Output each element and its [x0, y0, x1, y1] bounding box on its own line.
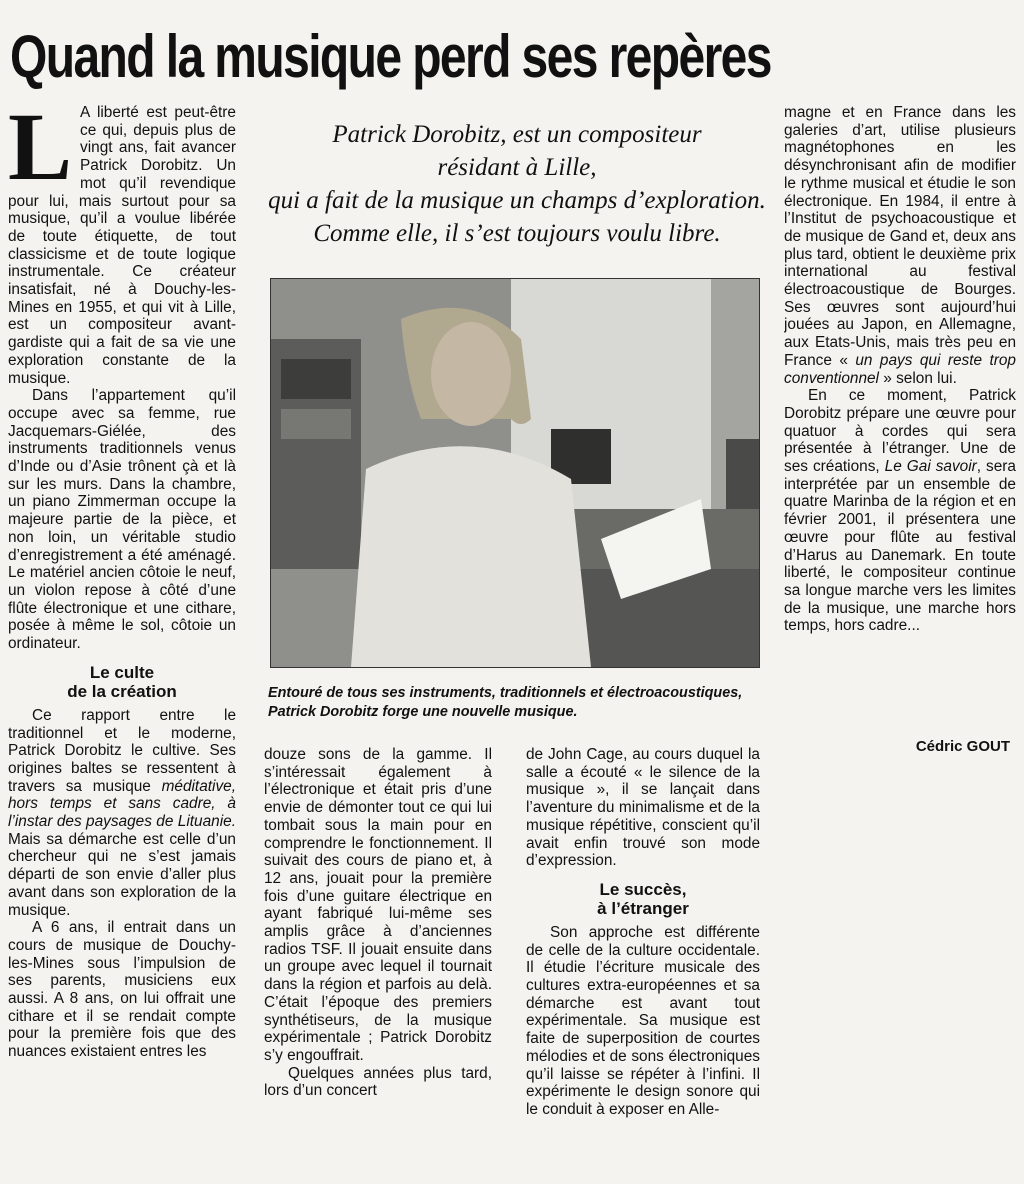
column-3	[526, 746, 760, 1176]
col3-paragraph-2: Son approche est différente de celle de la culture occidentale. Il étudie l’écriture musicale des cultures extra-européennes et sa démarche est avant tout expérimentale. Sa musique est faite de superposition de courtes mélodies et de sons électroniques qu’il laisse se répéter à l’infini. Il expérimente le design sonore qui le conduit à exposer en Alle-	[526, 923, 760, 1118]
deck: Patrick Dorobitz, est un compositeur résidant à Lille, qui a fait de la musique un champs d’exploration. Comme elle, il s’est toujours voulu libre.	[268, 121, 766, 247]
column-2	[264, 746, 492, 1176]
column-1	[8, 104, 236, 1176]
col1-paragraph-4: A 6 ans, il entrait dans un cours de musique de Douchy-les-Mines sous l’impulsion de ses parents, musiciens eux aussi. A 8 ans, on lui offrait une cithare et il se rendait compte pour la première fois que des nuances existaient entres les	[8, 919, 236, 1061]
column-4	[784, 104, 1016, 736]
author-signature: Cédric GOUT	[915, 738, 1010, 755]
photo	[270, 278, 760, 668]
col1-paragraph-3: Ce rapport entre le traditionnel et le moderne, Patrick Dorobitz le cultive. Ses origines baltes se ressentent à travers sa musique méditative, hors temps et sans cadre, à l’instar des paysages de Lituanie. Mais sa démarche est celle d’un chercheur qui ne s’est jamais départi de son envie d’aller plus avant dans son exploration de la musique.	[8, 706, 236, 919]
col1-paragraph-2: Dans l’appartement qu’il occupe avec sa femme, rue Jacquemars-Giélée, des instruments traditionnels venus d’Inde ou d’Asie trônent çà et là sur les murs. Dans la chambre, un piano Zimmerman occupe la majeure partie de la pièce, et non loin, un véritable studio d’enregistrement a été aménagé. Le matériel ancien côtoie le neuf, un violon repose à côté d’une flûte électronique et une cithare, posée à même le sol, côtoie un ordinateur.	[8, 387, 236, 653]
col2-paragraph-2: Quelques années plus tard, lors d’un concert	[264, 1064, 492, 1100]
photo-caption: Entouré de tous ses instruments, traditionnels et électroacoustiques, Patrick Dorobitz forge une nouvelle musique.	[268, 685, 743, 720]
col3-paragraph-1: de John Cage, au cours duquel la salle a écouté « le silence de la musique », il se lançait dans l’aventure du minimalisme et de la musique répétitive, conscient qu’il avait enfin trouvé son mode d’expression.	[526, 746, 760, 870]
col4-paragraph-1: magne et en France dans les galeries d’art, utilise plusieurs magnétophones en les désynchronisant afin de modifier le rythme musical et étudie le son électronique. En 1984, il entre à l’Institut de psychoacoustique et de musique de Gand et, deux ans plus tard, obtient le deuxième prix international au festival électroacoustique de Bourges. Ses œuvres sont aujourd’hui jouées au Japon, en Allemagne, aux Etats-Unis, mais très peu en France « un pays qui reste trop conventionnel » selon lui.	[784, 104, 1016, 387]
subhead-culte: Le culte de la création	[67, 662, 177, 701]
photo-illustration	[271, 279, 759, 667]
subhead-succes: Le succès, à l’étranger	[597, 879, 689, 918]
dropcap: L	[8, 104, 73, 200]
col1-paragraph-1: L A liberté est peut-être ce qui, depuis plus de vingt ans, fait avancer Patrick Dorobitz. Un mot qu’il revendique pour lui, mais surtout pour sa musique, qu’il a voulue libérée de toute étiquette, de tout classicisme et de toute logique instrumentale. Ce créateur insatisfait, né à Douchy-les-Mines en 1955, et qui vit à Lille, est un compositeur avant-gardiste qui a fait de sa vie une exploration constante de la musique.	[8, 104, 236, 387]
headline: Quand la musique perd ses repères	[10, 23, 771, 90]
col2-paragraph-1: douze sons de la gamme. Il s’intéressait également à l’électronique et était pris d’une envie de démonter tout ce qui lui tombait sous la main pour en comprendre le fonctionnement. Il suivait des cours de piano et, à 12 ans, jouait pour la première fois d’une guitare électrique en ayant fabriqué lui-même ses amplis grâce à d’anciennes radios TSF. Il jouait ensuite dans un groupe avec lequel il tournait dans la région et parfois au delà. C’était l’époque des premiers synthétiseurs, de la musique expérimentale ; Patrick Dorobitz s’y engouffrait.	[264, 746, 492, 1064]
col4-paragraph-2: En ce moment, Patrick Dorobitz prépare une œuvre pour quatuor à cordes qui sera présentée à l’étranger. Une de ses créations, Le Gai savoir, sera interprétée par un ensemble de quatre Marinba de la région et en février 2001, il présentera une œuvre pour flûte au festival d’Harus au Danemark. En toute liberté, le compositeur continue sa longue marche vers les limites de la musique, une marche hors temps, hors cadre...	[784, 387, 1016, 635]
